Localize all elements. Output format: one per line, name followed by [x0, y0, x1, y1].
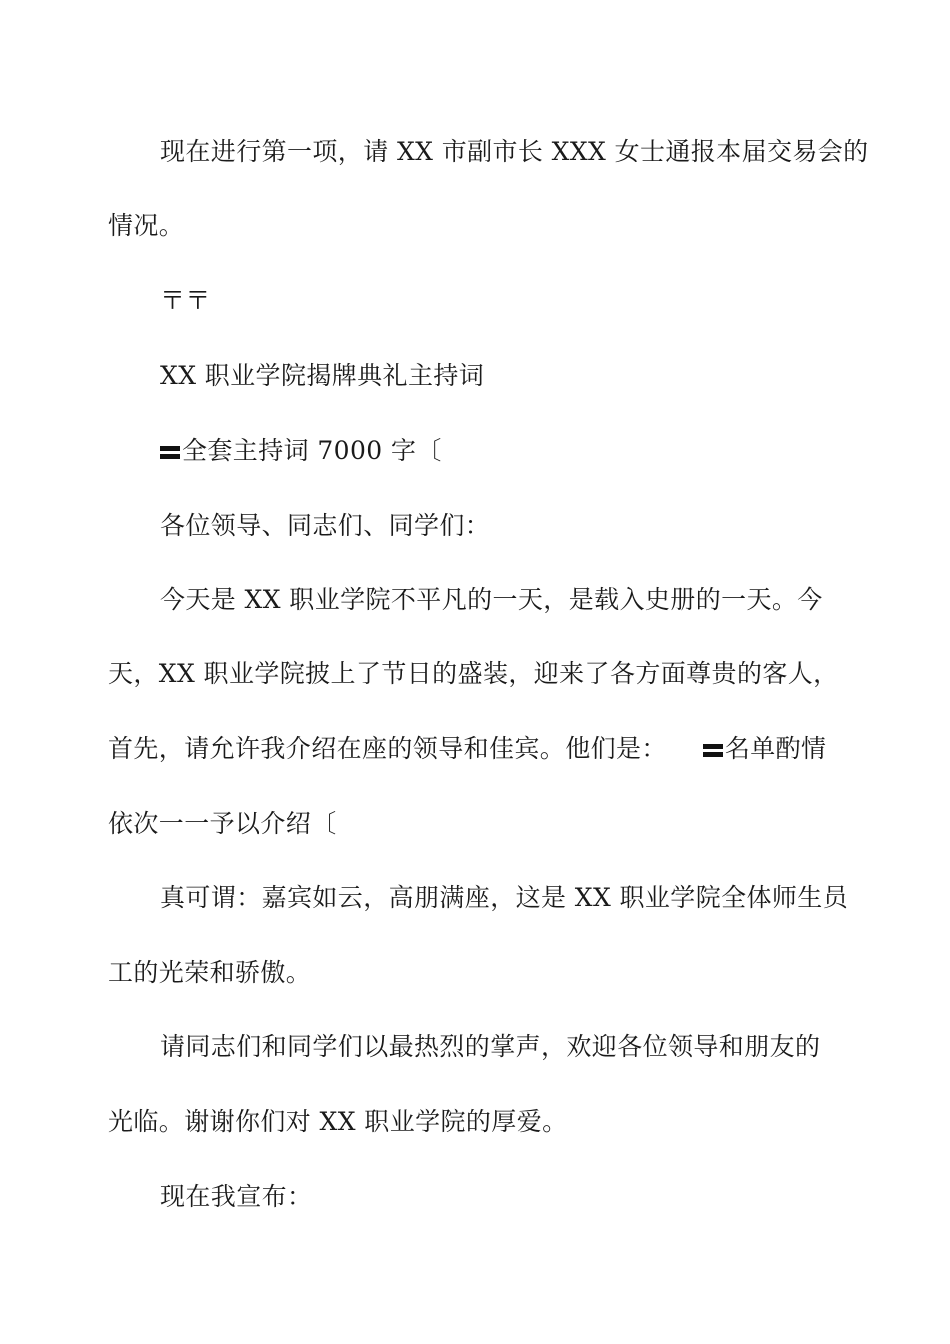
double-bar-icon [160, 444, 180, 460]
paragraph-6-line-2: 天，XX 职业学院披上了节日的盛装，迎来了各方面尊贵的客人， [108, 659, 839, 688]
paragraph-5-greeting: 各位领导、同志们、同学们： [160, 511, 491, 540]
paragraph-6-line-3-text-a: 首先，请允许我介绍在座的领导和佳宾。他们是： [108, 734, 667, 763]
paragraph-1-line-1: 现在进行第一项，请 XX 市副市长 XXX 女士通报本届交易会的 [160, 137, 869, 166]
paragraph-6-line-1: 今天是 XX 职业学院不平凡的一天，是载入史册的一天。今 [160, 585, 823, 614]
paragraph-3-title: XX 职业学院揭牌典礼主持词 [160, 361, 485, 390]
paragraph-7-line-1: 真可谓：嘉宾如云，高朋满座，这是 XX 职业学院全体师生员 [160, 883, 849, 912]
paragraph-8-line-1: 请同志们和同学们以最热烈的掌声，欢迎各位领导和朋友的 [160, 1032, 821, 1061]
paragraph-1-line-2: 情况。 [108, 211, 185, 240]
paragraph-8-line-2: 光临。谢谢你们对 XX 职业学院的厚爱。 [108, 1107, 568, 1136]
paragraph-4-text: 全套主持词 7000 字〔 [182, 436, 442, 465]
paragraph-9: 现在我宣布： [160, 1182, 313, 1211]
paragraph-2: 〒〒 [160, 286, 211, 315]
paragraph-6-line-4: 依次一一予以介绍〔 [108, 809, 337, 838]
paragraph-7-line-2: 工的光荣和骄傲。 [108, 958, 312, 987]
paragraph-6-line-3-text-b: 名单酌情 [724, 734, 827, 763]
paragraph-6-line-3 [108, 733, 838, 765]
double-bar-icon [703, 742, 723, 758]
paragraph-4 [160, 435, 840, 467]
